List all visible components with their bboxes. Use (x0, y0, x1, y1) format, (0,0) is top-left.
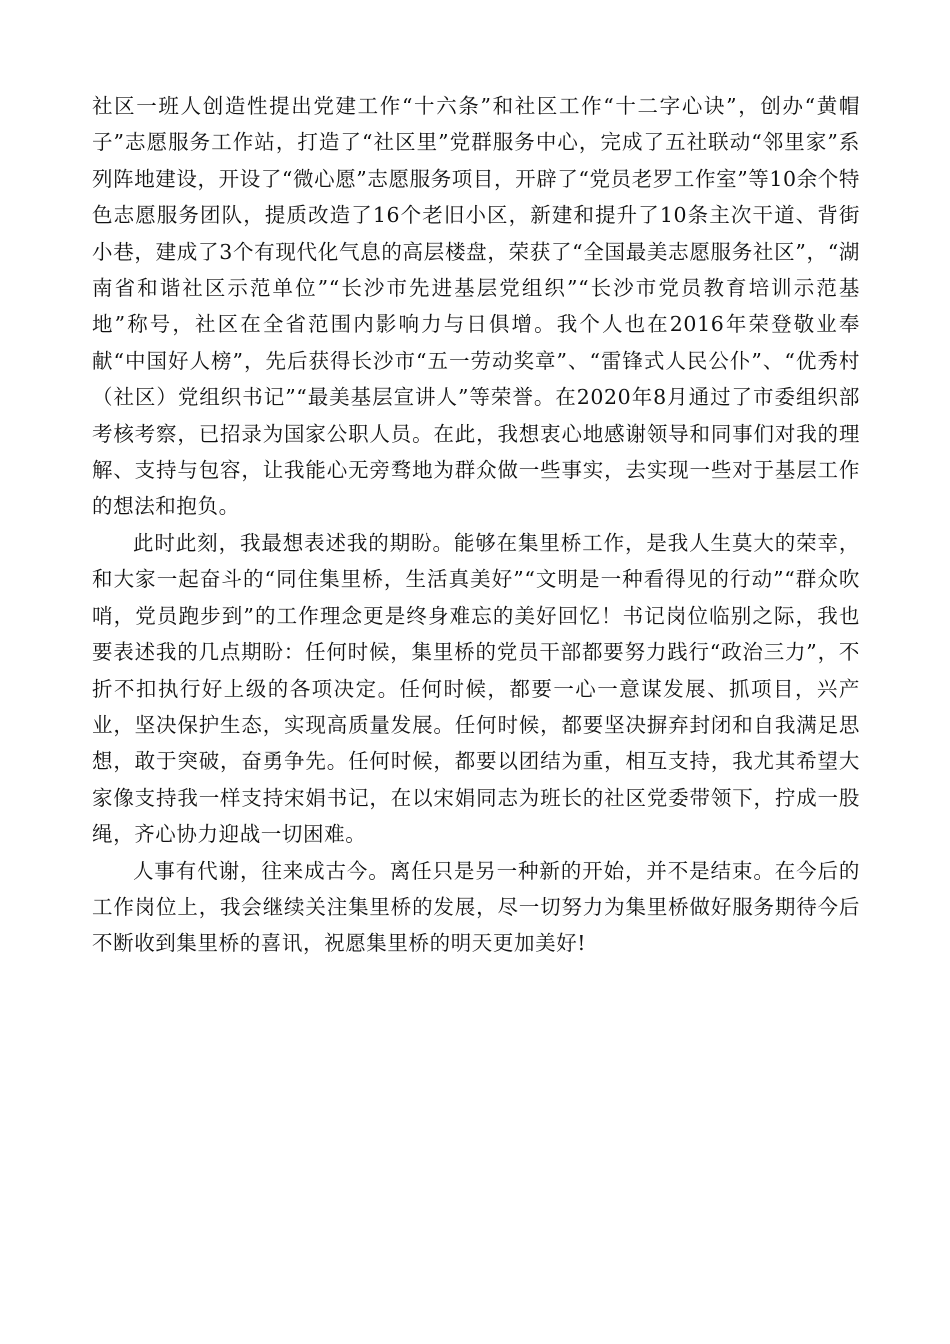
paragraph-expectations: 此时此刻，我最想表述我的期盼。能够在集里桥工作，是我人生莫大的荣幸，和大家一起奋斗的“同住集里桥，生活真美好”“文明是一种看得见的行动”“群众吹哨，党员跑步到”的工作理念更是终身难忘的美好回忆！书记岗位临别之际，我也要表述我的几点期盼：任何时候，集里桥的党员干部都要努力践行“政治三力”，不折不扣执行好上级的各项决定。任何时候，都要一心一意谋发展、抓项目，兴产业，坚决保护生态，实现高质量发展。任何时候，都要坚决摒弃封闭和自我满足思想，敢于突破，奋勇争先。任何时候，都要以团结为重，相互支持，我尤其希望大家像支持我一样支持宋娟书记，在以宋娟同志为班长的社区党委带领下，拧成一股绳，齐心协力迎战一切困难。 (92, 530, 860, 847)
paragraph-farewell: 人事有代谢，往来成古今。离任只是另一种新的开始，并不是结束。在今后的工作岗位上，我会继续关注集里桥的发展，尽一切努力为集里桥做好服务期待今后不断收到集里桥的喜讯，祝愿集里桥的明天更加美好! (92, 858, 860, 956)
document-page (92, 88, 860, 962)
paragraph-achievements: 社区一班人创造性提出党建工作“十六条”和社区工作“十二字心诀”，创办“黄帽子”志愿服务工作站，打造了“社区里”党群服务中心，完成了五社联动“邻里家”系列阵地建设，开设了“微心愿”志愿服务项目，开辟了“党员老罗工作室”等10余个特色志愿服务团队，提质改造了16个老旧小区，新建和提升了10条主次干道、背街小巷，建成了3个有现代化气息的高层楼盘，荣获了“全国最美志愿服务社区”，“湖南省和谐社区示范单位”“长沙市先进基层党组织”“长沙市党员教育培训示范基地”称号，社区在全省范围内影响力与日俱增。我个人也在2016年荣登敬业奉献“中国好人榜”，先后获得长沙市“五一劳动奖章”、“雷锋式人民公仆”、“优秀村（社区）党组织书记”“最美基层宣讲人”等荣誉。在2020年8月通过了市委组织部考核考察，已招录为国家公职人员。在此，我想衷心地感谢领导和同事们对我的理解、支持与包容，让我能心无旁骛地为群众做一些事实，去实现一些对于基层工作的想法和抱负。 (92, 94, 860, 519)
